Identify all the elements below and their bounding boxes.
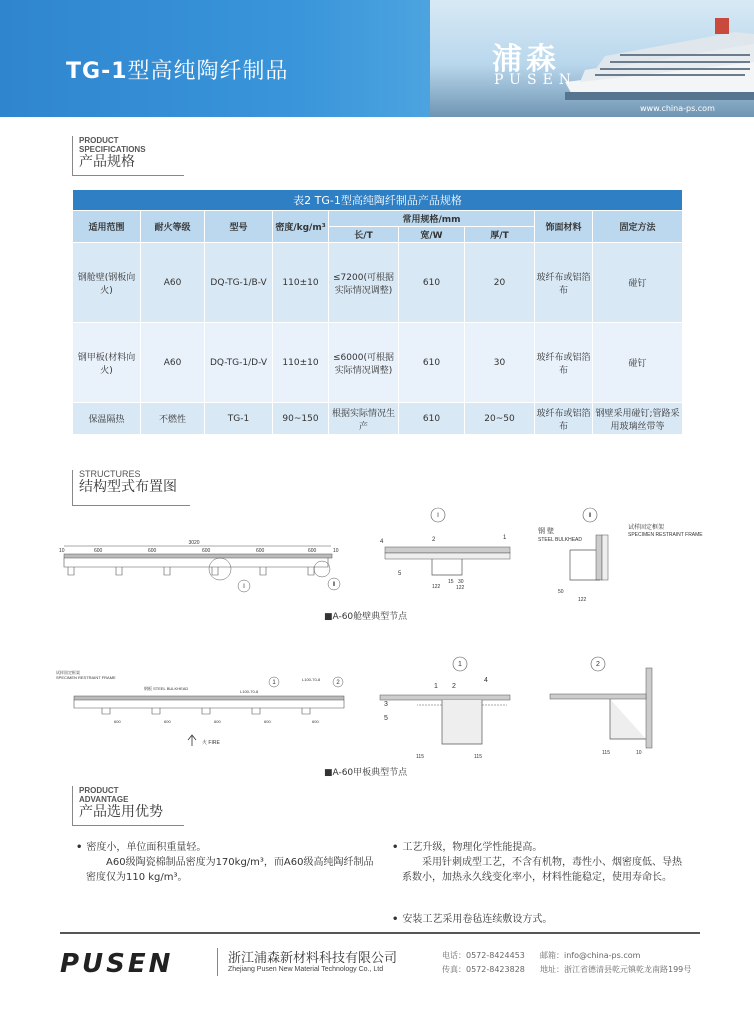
adv-section-label (72, 786, 184, 826)
advantage-title: 安装工艺采用卷毡连续敷设方式。 (402, 914, 553, 925)
cell-density: 110±10 (273, 323, 329, 403)
th-thick: 厚/T (465, 227, 535, 243)
advantage-detail: 采用针刺成型工艺，不含有机物，毒性小、烟密度低、导热系数小，加热永久线变化率小，材料性能稳定，使用寿命长。 (402, 857, 682, 883)
footer-divider (60, 932, 700, 934)
th-common: 常用规格/mm (329, 211, 535, 227)
cell-scope: 钢舱壁(钢板向火) (73, 243, 141, 323)
cell-scope: 保温隔热 (73, 403, 141, 435)
dim-span: 600 (202, 548, 211, 554)
steel-bulkhead-label: 钢板 STEEL BULKHEAD (144, 686, 189, 691)
cell-model: DQ-TG-1/D-V (205, 323, 273, 403)
table-row (73, 243, 683, 323)
spec-table (72, 189, 683, 435)
contact-address: 地址：浙江省德清县乾元镇乾龙南路199号 (540, 965, 692, 974)
cell-length: ≤7200(可根据实际情况调整) (329, 243, 399, 323)
dim-span: 600 (312, 719, 319, 724)
table-caption: 表2 TG-1型高纯陶纤制品产品规格 (73, 190, 683, 211)
cell-fire: A60 (141, 243, 205, 323)
detail-callout: Ⅰ (437, 513, 439, 519)
bulkhead-layout-diagram (56, 535, 341, 597)
dim-left: 10 (59, 548, 65, 554)
angle-label: L100-70-8 (240, 689, 259, 694)
dim-span: 600 (256, 548, 265, 554)
th-length: 长/T (329, 227, 399, 243)
dim-label: 122 (456, 585, 465, 591)
adv-label-en1: PRODUCT (79, 786, 119, 795)
struct-section-label (72, 470, 190, 506)
cruise-ship-image (565, 12, 754, 100)
dim-span: 600 (94, 548, 103, 554)
part-number: 5 (384, 715, 388, 722)
deck-detail-1 (370, 650, 520, 765)
part-number: 4 (484, 677, 488, 684)
restraint-frame-label-en: SPECIMEN RESTRAINT FRAME (56, 675, 116, 680)
part-number: 2 (452, 683, 456, 690)
detail-callout: 2 (596, 661, 600, 668)
dim-span: 600 (308, 548, 317, 554)
cell-fix: 碰钉 (593, 323, 683, 403)
th-facing: 饰面材料 (535, 211, 593, 243)
bulkhead-caption: ■A-60舱壁典型节点 (324, 612, 408, 622)
cell-thick: 20 (465, 243, 535, 323)
dim-label: 15 (448, 579, 454, 585)
part-number: 1 (434, 683, 438, 690)
dim-label: 30 (458, 579, 464, 585)
th-model: 型号 (205, 211, 273, 243)
deck-detail-2 (540, 650, 660, 765)
part-number: 3 (384, 701, 388, 708)
restraint-frame-label: 试样固定框架 (56, 670, 80, 675)
contact-phone: 电话：0572-8424453 (442, 951, 525, 960)
dim-label: 115 (416, 754, 424, 760)
cell-model: TG-1 (205, 403, 273, 435)
dim-right: 10 (333, 548, 339, 554)
cell-length: 根据实际情况生产 (329, 403, 399, 435)
restraint-frame-label-en: SPECIMEN RESTRAINT FRAME (628, 532, 703, 538)
dim-label: 122 (432, 584, 441, 590)
cell-length: ≤6000(可根据实际情况调整) (329, 323, 399, 403)
cell-thick: 30 (465, 323, 535, 403)
company-name-en: Zhejiang Pusen New Material Technology Co., Ltd (228, 966, 384, 973)
brand-logo-en: PUSEN (494, 72, 578, 88)
steel-wall-label: 钢 壁 (538, 528, 554, 535)
th-scope: 适用范围 (73, 211, 141, 243)
callout-II: Ⅱ (332, 582, 336, 588)
table-row (73, 403, 683, 435)
spec-label-en2: SPECIFICATIONS (79, 145, 146, 154)
advantage-title: 密度小，单位面积重量轻。 (86, 842, 207, 853)
footer-logo: PUSEN (60, 949, 174, 979)
brand-logo-cn: 浦森 (492, 42, 560, 77)
cell-fix: 钢壁采用碰钉;管路采用玻璃丝带等 (593, 403, 683, 435)
dim-label: 10 (636, 750, 642, 756)
cell-model: DQ-TG-1/B-V (205, 243, 273, 323)
deck-caption: ■A-60甲板典型节点 (324, 768, 408, 778)
spec-label-cn: 产品规格 (79, 154, 135, 170)
contact-email: 邮箱：info@china-ps.com (540, 951, 641, 960)
cell-width: 610 (399, 323, 465, 403)
advantage-1 (76, 840, 376, 885)
dim-label: 50 (558, 589, 564, 595)
detail-callout: Ⅱ (588, 513, 592, 519)
page-header (0, 0, 754, 117)
dim-span: 600 (214, 719, 221, 724)
dim-total: 3020 (188, 540, 200, 546)
restraint-frame-label: 试样固定框架 (628, 525, 665, 531)
steel-bulkhead-label: STEEL BULKHEAD (538, 537, 582, 543)
spec-section-label (72, 136, 184, 176)
dim-span: 600 (264, 719, 271, 724)
th-density: 密度/kg/m³ (273, 211, 329, 243)
cell-density: 90~150 (273, 403, 329, 435)
struct-label-cn: 结构型式布置图 (79, 479, 177, 495)
dim-label: 115 (602, 750, 610, 756)
cell-facing: 玻纤布或铝箔布 (535, 243, 593, 323)
bullet-icon: • (392, 842, 399, 853)
adv-label-en2: ADVANTAGE (79, 795, 129, 804)
footer-separator (217, 948, 218, 976)
dim-span: 600 (164, 719, 171, 724)
fire-direction-label: 火 FIRE (202, 740, 220, 746)
dim-span: 600 (148, 548, 157, 554)
deck-layout-diagram (52, 668, 352, 748)
callout-I: Ⅰ (243, 584, 245, 590)
bullet-icon: • (392, 914, 399, 925)
cell-width: 610 (399, 243, 465, 323)
th-width: 宽/W (399, 227, 465, 243)
angle-label: L100-70-8 (302, 677, 321, 682)
cell-fire: 不燃性 (141, 403, 205, 435)
advantage-3 (392, 912, 687, 927)
th-fix: 固定方法 (593, 211, 683, 243)
advantage-title: 工艺升级，物理化学性能提高。 (402, 842, 543, 853)
struct-label-en: STRUCTURES (79, 469, 141, 479)
contact-fax: 传真：0572-8423828 (442, 965, 525, 974)
page-title: TG-1型高纯陶纤制品 (66, 59, 289, 84)
callout-1: 1 (272, 680, 276, 686)
cell-scope: 钢甲板(材料向火) (73, 323, 141, 403)
cell-width: 610 (399, 403, 465, 435)
bullet-icon: • (76, 842, 83, 853)
advantage-detail: A60级陶瓷棉制品密度为170kg/m³，而A60级高纯陶纤制品密度仅为110 kg/m³。 (86, 857, 374, 883)
company-name-cn: 浙江浦森新材料科技有限公司 (228, 951, 398, 966)
cell-fix: 碰钉 (593, 243, 683, 323)
th-fire: 耐火等级 (141, 211, 205, 243)
cell-fire: A60 (141, 323, 205, 403)
cell-facing: 玻纤布或铝箔布 (535, 403, 593, 435)
part-number: 2 (432, 537, 436, 543)
spec-label-en1: PRODUCT (79, 136, 119, 145)
part-number: 4 (380, 539, 384, 545)
dim-span: 600 (114, 719, 121, 724)
advantage-2 (392, 840, 687, 885)
cell-facing: 玻纤布或铝箔布 (535, 323, 593, 403)
cell-thick: 20~50 (465, 403, 535, 435)
adv-label-cn: 产品选用优势 (79, 804, 163, 820)
part-number: 5 (398, 571, 402, 577)
bulkhead-detail-2 (530, 505, 710, 605)
cell-density: 110±10 (273, 243, 329, 323)
dim-label: 115 (474, 754, 482, 760)
detail-callout: 1 (458, 661, 462, 668)
table-row (73, 323, 683, 403)
dim-label: 122 (578, 597, 587, 603)
callout-2: 2 (336, 680, 340, 686)
part-number: 1 (503, 535, 507, 541)
website-url: www.china-ps.com (640, 104, 715, 113)
bulkhead-detail-1 (370, 505, 520, 595)
